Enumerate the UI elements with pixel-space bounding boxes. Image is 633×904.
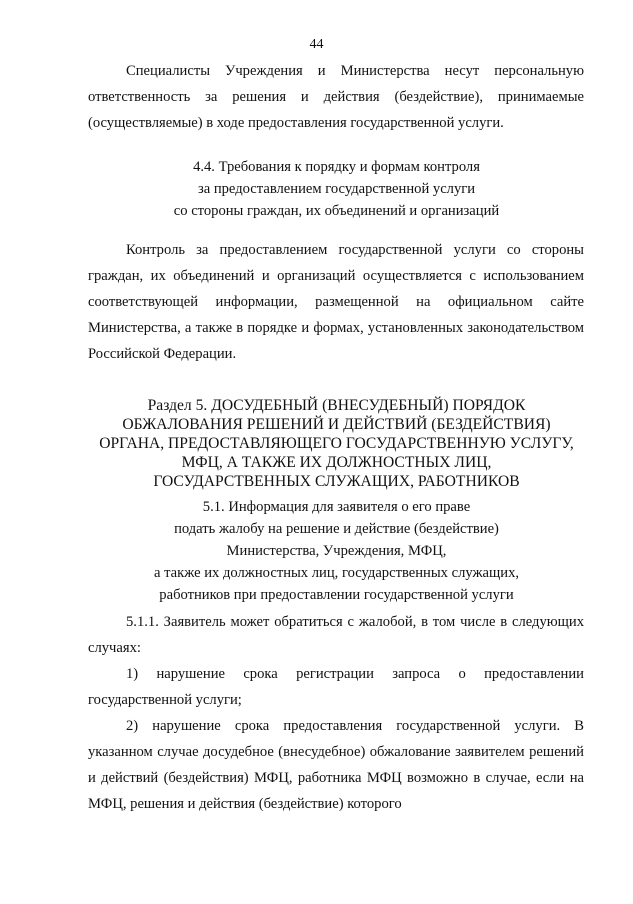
- section-5-title-line: ОРГАНА, ПРЕДОСТАВЛЯЮЩЕГО ГОСУДАРСТВЕННУЮ УСЛУГУ,: [99, 435, 574, 452]
- list-item-2: 2) нарушение срока предоставления государственной услуги. В указанном случае досудебное (внесудебное) обжалование заявителем решений и действий (бездействия) МФЦ, работника МФЦ возможно в случае, если на МФЦ, решения и действия (бездействие) которого: [88, 718, 584, 812]
- section-5-title-line: ОБЖАЛОВАНИЯ РЕШЕНИЙ И ДЕЙСТВИЙ (БЕЗДЕЙСТВИЯ): [122, 416, 551, 433]
- section-5-title-line: Раздел 5. ДОСУДЕБНЫЙ (ВНЕСУДЕБНЫЙ) ПОРЯДОК: [147, 397, 526, 414]
- heading-4-4-line: 4.4. Требования к порядку и формам контроля: [193, 159, 480, 175]
- list-item-1: 1) нарушение срока регистрации запроса о предоставлении государственной услуги;: [88, 666, 584, 708]
- heading-5-1-line: 5.1. Информация для заявителя о его праве: [202, 499, 471, 515]
- heading-4-4-line: за предоставлением государственной услуги: [197, 181, 476, 197]
- section-5-title-line: ГОСУДАРСТВЕННЫХ СЛУЖАЩИХ, РАБОТНИКОВ: [153, 473, 520, 490]
- paragraph-5-1-1: 5.1.1. Заявитель может обратиться с жалобой, в том числе в следующих случаях:: [88, 614, 584, 656]
- heading-4-4: [60, 156, 613, 222]
- heading-4-4-line: со стороны граждан, их объединений и организаций: [173, 203, 500, 219]
- heading-5-1-line: подать жалобу на решение и действие (бездействие): [174, 521, 499, 537]
- paragraph-control: Контроль за предоставлением государственной услуги со стороны граждан, их объединений и организаций осуществляется с использованием соответствующей информации, размещенной на официальном сайте Министерства, а также в порядке и формах, установленных законодательством Российской Федерации.: [88, 242, 584, 362]
- heading-5-1-line: а также их должностных лиц, государственных служащих,: [153, 565, 520, 581]
- heading-5-1: [60, 496, 613, 606]
- paragraph-responsibility: Специалисты Учреждения и Министерства несут персональную ответственность за решения и действия (бездействие), принимаемые (осуществляемые) в ходе предоставления государственной услуги.: [88, 63, 584, 131]
- section-5-title-line: МФЦ, А ТАКЖЕ ИХ ДОЛЖНОСТНЫХ ЛИЦ,: [181, 454, 492, 471]
- heading-5-1-line: работников при предоставлении государственной услуги: [159, 587, 514, 603]
- heading-5-1-line: Министерства, Учреждения, МФЦ,: [226, 543, 447, 559]
- section-5-title: [60, 396, 613, 491]
- page-number: 44: [309, 37, 324, 52]
